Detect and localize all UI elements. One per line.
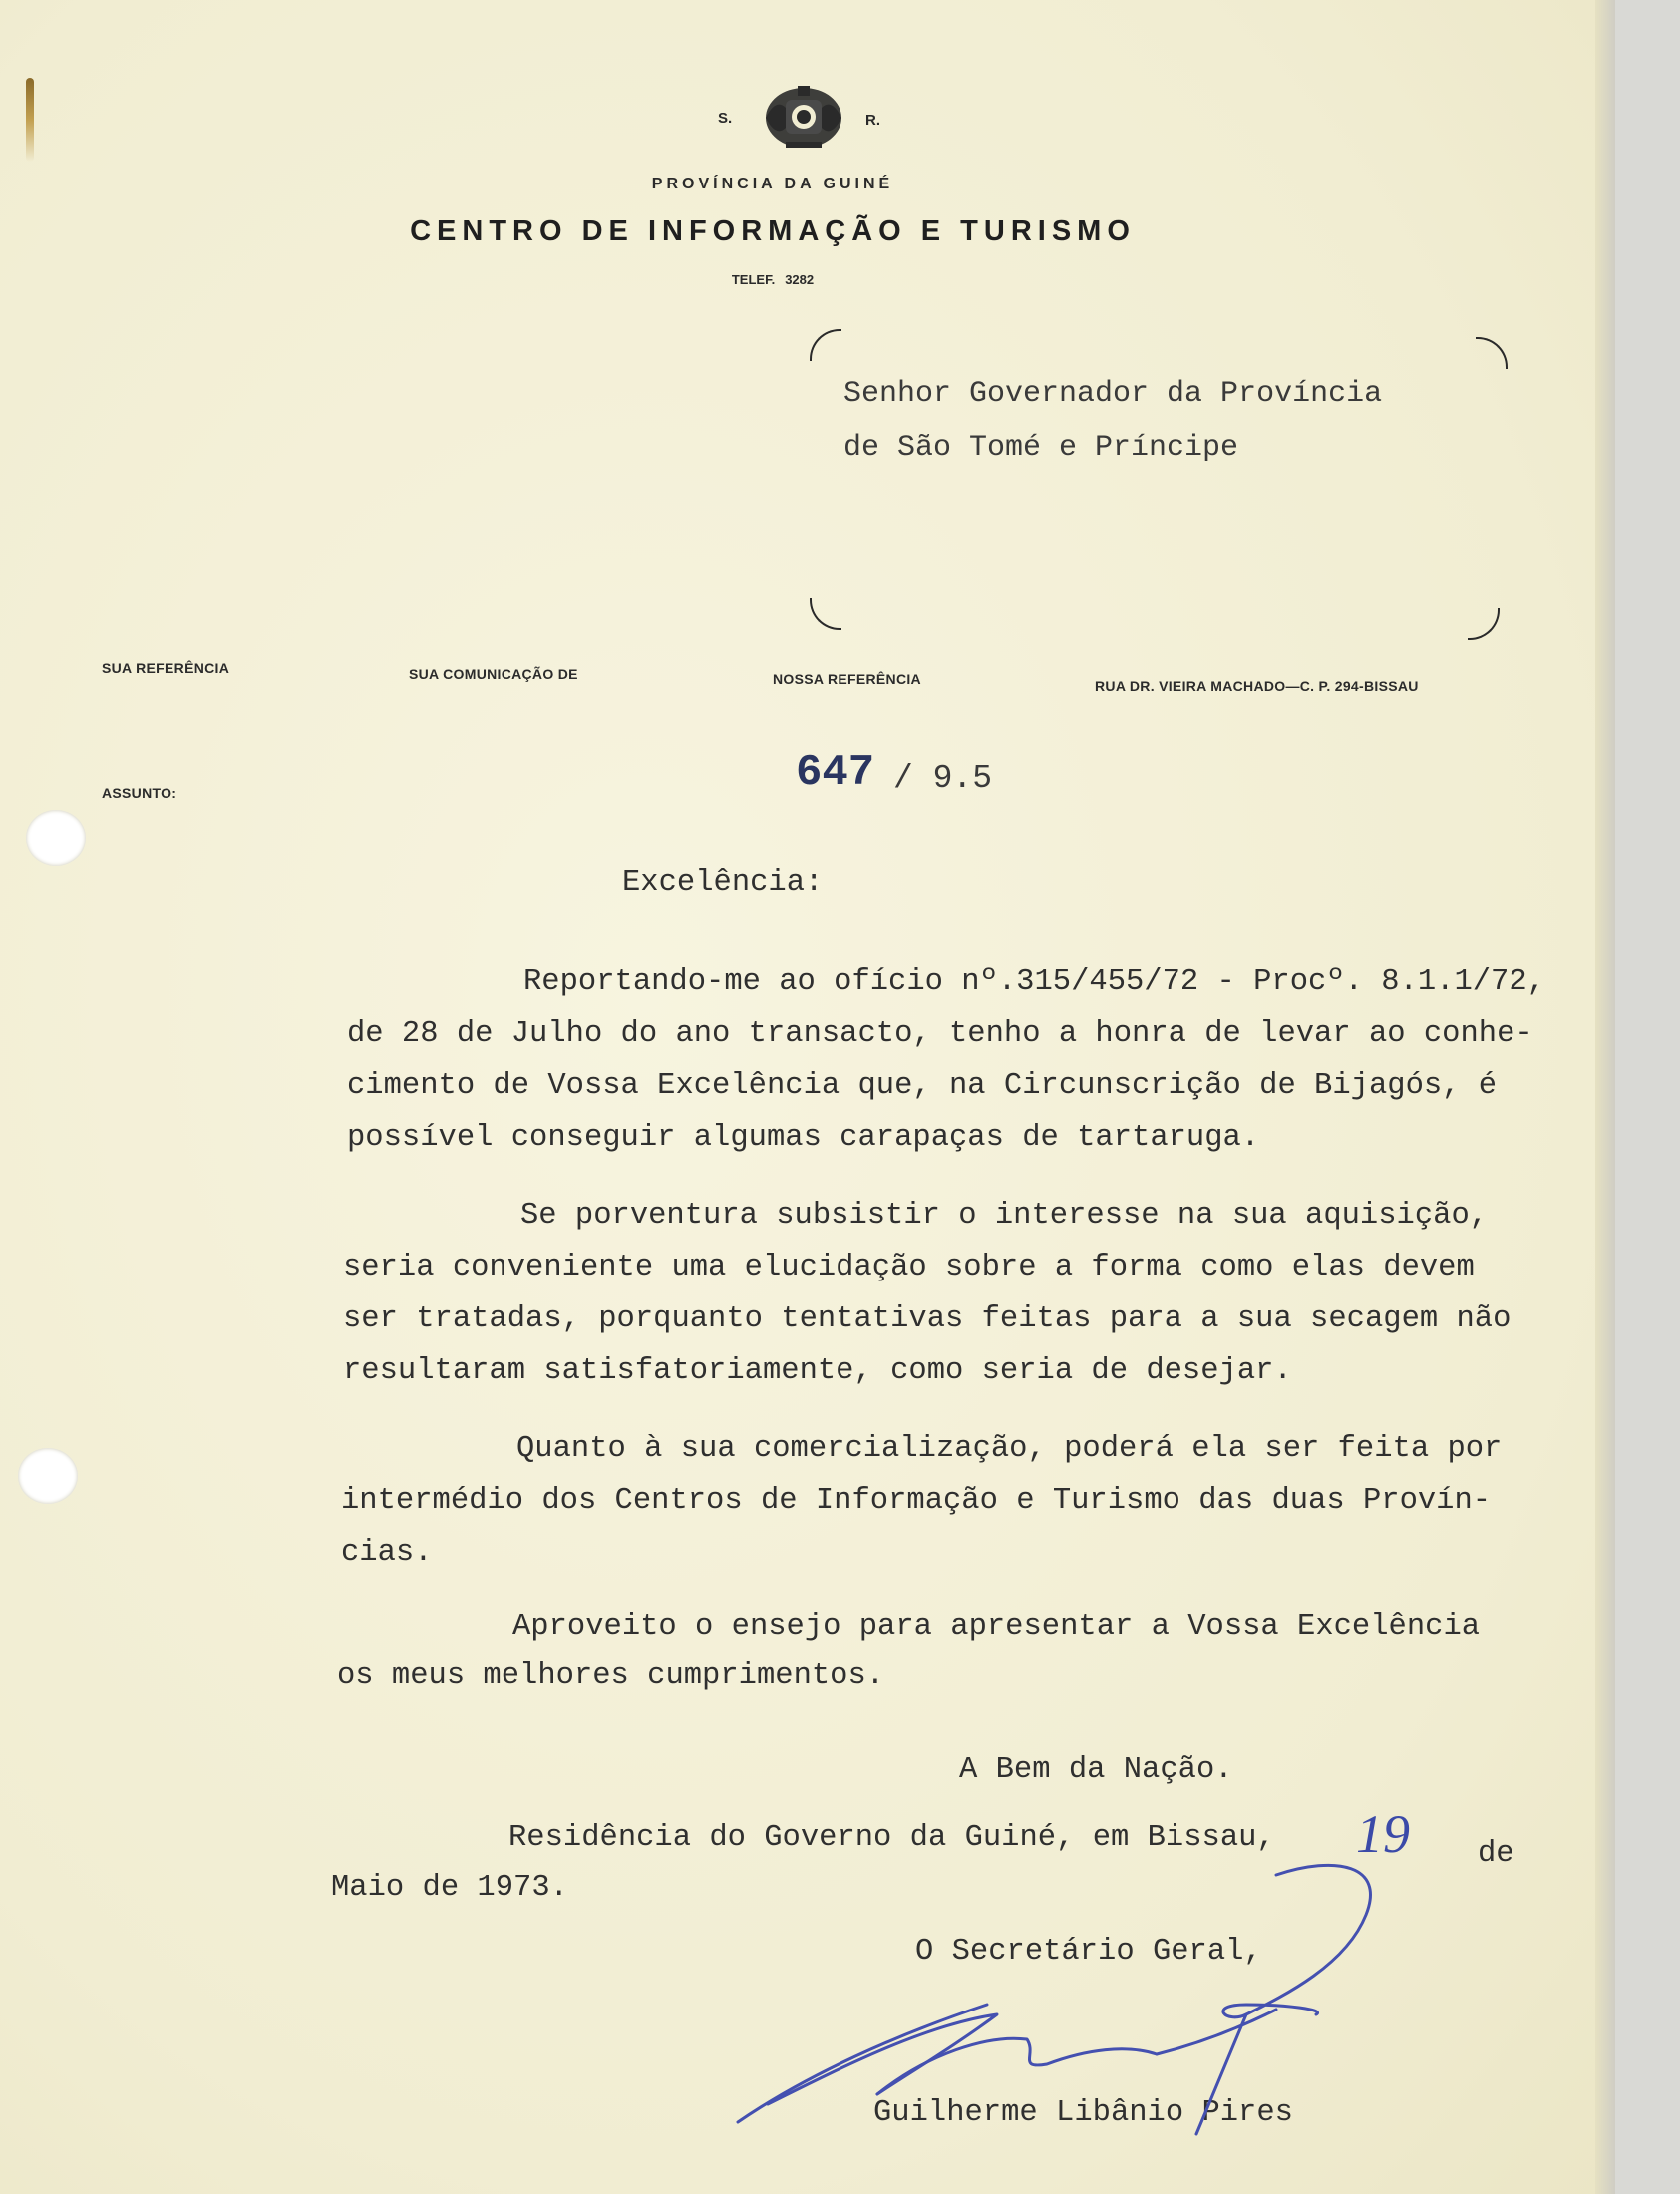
place-date-de: de <box>1478 1837 1514 1871</box>
address-corner-br <box>1468 608 1500 640</box>
address-corner-tr <box>1476 337 1508 369</box>
handwritten-signature <box>728 1855 1406 2144</box>
paragraph-3-line-3: cias. <box>341 1536 433 1570</box>
paragraph-2-line-1: Se porventura subsistir o interesse na sua aquisição, <box>520 1199 1489 1233</box>
paragraph-3-line-1: Quanto à sua comercialização, poderá ela ser feita por <box>516 1432 1503 1466</box>
label-assunto: ASSUNTO: <box>102 785 177 801</box>
paragraph-2-line-2: seria conveniente uma elucidação sobre a forma como elas devem <box>343 1251 1475 1284</box>
paragraph-1-line-2: de 28 de Julho do ano transacto, tenho a honra de levar ao conhe- <box>347 1017 1533 1051</box>
handwritten-day: 19 <box>1356 1804 1410 1864</box>
coat-of-arms-icon <box>756 78 851 158</box>
signer-name: Guilherme Libânio Pires <box>873 2096 1293 2130</box>
organization-heading: CENTRO DE INFORMAÇÃO E TURISMO <box>410 215 1136 247</box>
paragraph-2-line-4: resultaram satisfatoriamente, como seria de desejar. <box>343 1354 1292 1388</box>
province-heading: PROVÍNCIA DA GUINÉ <box>651 176 894 192</box>
rust-stain <box>26 78 34 162</box>
punch-hole-bottom <box>18 1448 78 1504</box>
place-date-line-1: Residência do Governo da Guiné, em Bissau, <box>508 1821 1275 1855</box>
paragraph-4-line-1: Aproveito o ensejo para apresentar a Vossa Excelência <box>512 1610 1481 1644</box>
reference-number-stamp: 647 <box>796 748 875 798</box>
sender-address: RUA DR. VIEIRA MACHADO—C. P. 294-BISSAU <box>1095 678 1419 694</box>
telephone-number: 3282 <box>785 272 815 287</box>
page-edge <box>1595 0 1615 2194</box>
paragraph-1-line-3: cimento de Vossa Excelência que, na Circunscrição de Bijagós, é <box>347 1069 1498 1103</box>
label-sua-comunicacao: SUA COMUNICAÇÃO DE <box>409 666 578 682</box>
crest-right-letter: R. <box>865 112 880 129</box>
address-corner-bl <box>810 598 841 630</box>
punch-hole-top <box>26 810 86 866</box>
closing: A Bem da Nação. <box>959 1753 1233 1787</box>
address-corner-tl <box>810 329 841 361</box>
label-nossa-referencia: NOSSA REFERÊNCIA <box>773 671 921 687</box>
paragraph-4-line-2: os meus melhores cumprimentos. <box>337 1659 885 1693</box>
reference-suffix: / 9.5 <box>893 760 993 797</box>
place-date-line-2: Maio de 1973. <box>331 1871 568 1905</box>
recipient-line-1: Senhor Governador da Província <box>843 377 1383 411</box>
salutation: Excelência: <box>622 866 824 900</box>
crest-left-letter: S. <box>718 110 733 127</box>
paragraph-3-line-2: intermédio dos Centros de Informação e Turismo das duas Provín- <box>341 1484 1492 1518</box>
telephone <box>0 272 1545 287</box>
telephone-label: TELEF. <box>731 272 776 287</box>
signer-title: O Secretário Geral, <box>915 1935 1262 1969</box>
paragraph-2-line-3: ser tratadas, porquanto tentativas feitas para a sua secagem não <box>343 1302 1512 1336</box>
label-sua-referencia: SUA REFERÊNCIA <box>102 660 230 676</box>
recipient-line-2: de São Tomé e Príncipe <box>843 431 1239 465</box>
paragraph-1-line-4: possível conseguir algumas carapaças de tartaruga. <box>347 1121 1260 1155</box>
paragraph-1-line-1: Reportando-me ao ofício nº.315/455/72 - Procº. 8.1.1/72, <box>523 965 1545 999</box>
